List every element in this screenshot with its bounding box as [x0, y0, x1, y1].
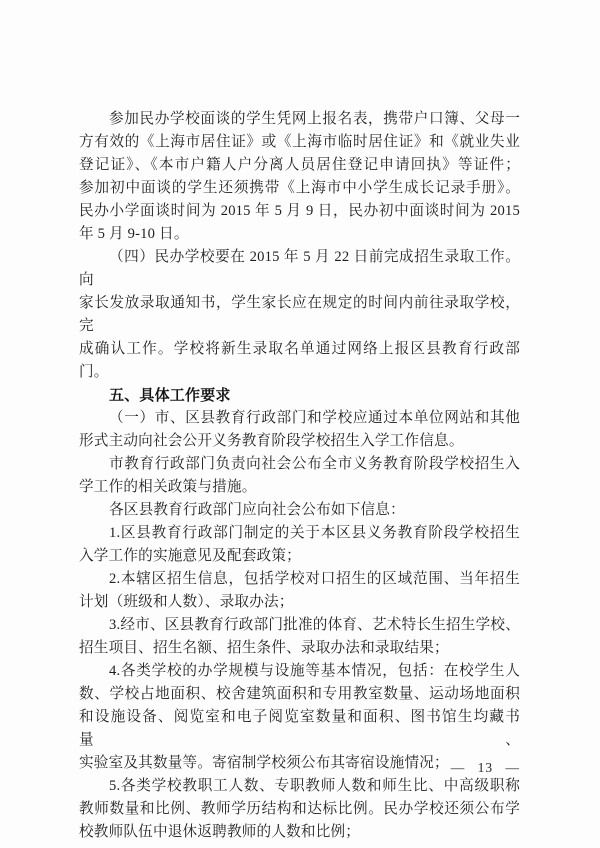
text-line: 3.经市、区县教育行政部门批准的体育、艺术特长生招生学校、: [109, 617, 520, 633]
text-line: 学工作的相关政策与措施。: [79, 479, 257, 495]
heading-section-5-work-requirements: [79, 384, 520, 407]
paragraph-list-item-2-district-enrollment-info: [79, 568, 520, 614]
page-number: — 13 —: [450, 760, 520, 775]
text-line: 各区县教育行政部门应向社会公布如下信息：: [109, 502, 405, 518]
text-line: 1.区县教育行政部门制定的关于本区县义务教育阶段学校招生: [109, 525, 520, 541]
text-line: 4.各类学校的办学规模与设施等基本情况，包括：在校学生人: [109, 663, 520, 679]
section-heading-line: 五、具体工作要求: [109, 387, 231, 404]
document-body: [79, 108, 520, 844]
paragraph-item-1-information-disclosure: [79, 407, 520, 453]
text-line: 数、学校占地面积、校舍建筑面积和专用教室数量、运动场地面积: [79, 686, 520, 702]
paragraph-list-item-3-sports-arts-enrollment: [79, 614, 520, 660]
text-line: 参加民办学校面谈的学生凭网上报名表，携带户口簿、父母一: [109, 111, 520, 127]
text-line: 2.本辖区招生信息，包括学校对口招生的区域范围、当年招生: [109, 571, 520, 587]
text-line: 参加初中面谈的学生还须携带《上海市中小学生成长记录手册》。: [79, 180, 520, 196]
paragraph-list-item-1-implementation-policies: [79, 522, 520, 568]
paragraph-private-school-interview-documents: [79, 108, 520, 246]
paragraph-municipal-education-authority: [79, 453, 520, 499]
text-line: 成确认工作。学校将新生录取名单通过网络上报区县教育行政部门。: [79, 341, 520, 380]
text-line: 实验室及其数量等。寄宿制学校须公布其寄宿设施情况；: [79, 755, 449, 771]
text-line: 年 5 月 9-10 日。: [79, 226, 189, 242]
paragraph-district-disclosure-intro: [79, 499, 520, 522]
text-line: 市教育行政部门负责向社会公布全市义务教育阶段学校招生入: [109, 456, 520, 472]
paragraph-list-item-4-school-scale-facilities: [79, 660, 520, 775]
text-line: 民办小学面谈时间为 2015 年 5 月 9 日，民办初中面谈时间为 2015: [79, 203, 520, 219]
text-line: 形式主动向社会公开义务教育阶段学校招生入学工作信息。: [79, 433, 464, 449]
text-line: 招生项目、招生名额、招生条件、录取办法和录取结果；: [79, 640, 449, 656]
text-line: （四）民办学校要在 2015 年 5 月 22 日前完成招生录取工作。向: [79, 249, 520, 288]
page-footer: [79, 760, 520, 776]
text-line: 教师数量和比例、教师学历结构和达标比例。民办学校还须公布学: [79, 801, 520, 817]
text-line: 和设施设备、阅览室和电子阅览室数量和面积、图书馆生均藏书量、: [79, 709, 520, 748]
text-line: 方有效的《上海市居住证》或《上海市临时居住证》和《就业失业: [79, 134, 520, 150]
paragraph-item-4-admission-completion: [79, 246, 520, 384]
paragraph-list-item-5-faculty-statistics: [79, 775, 520, 844]
text-line: （一）市、区县教育行政部门和学校应通过本单位网站和其他: [109, 410, 520, 426]
text-line: 5.各类学校教职工人数、专职教师人数和师生比、中高级职称: [109, 778, 520, 794]
text-line: 登记证》、《本市户籍人户分离人员居住登记申请回执》等证件；: [79, 157, 520, 173]
text-line: 入学工作的实施意见及配套政策；: [79, 548, 301, 564]
text-line: 家长发放录取通知书，学生家长应在规定的时间内前往录取学校，完: [79, 295, 520, 334]
text-line: 计划（班级和人数）、录取办法；: [79, 594, 294, 610]
text-line: 校教师队伍中退休返聘教师的人数和比例；: [79, 824, 361, 840]
